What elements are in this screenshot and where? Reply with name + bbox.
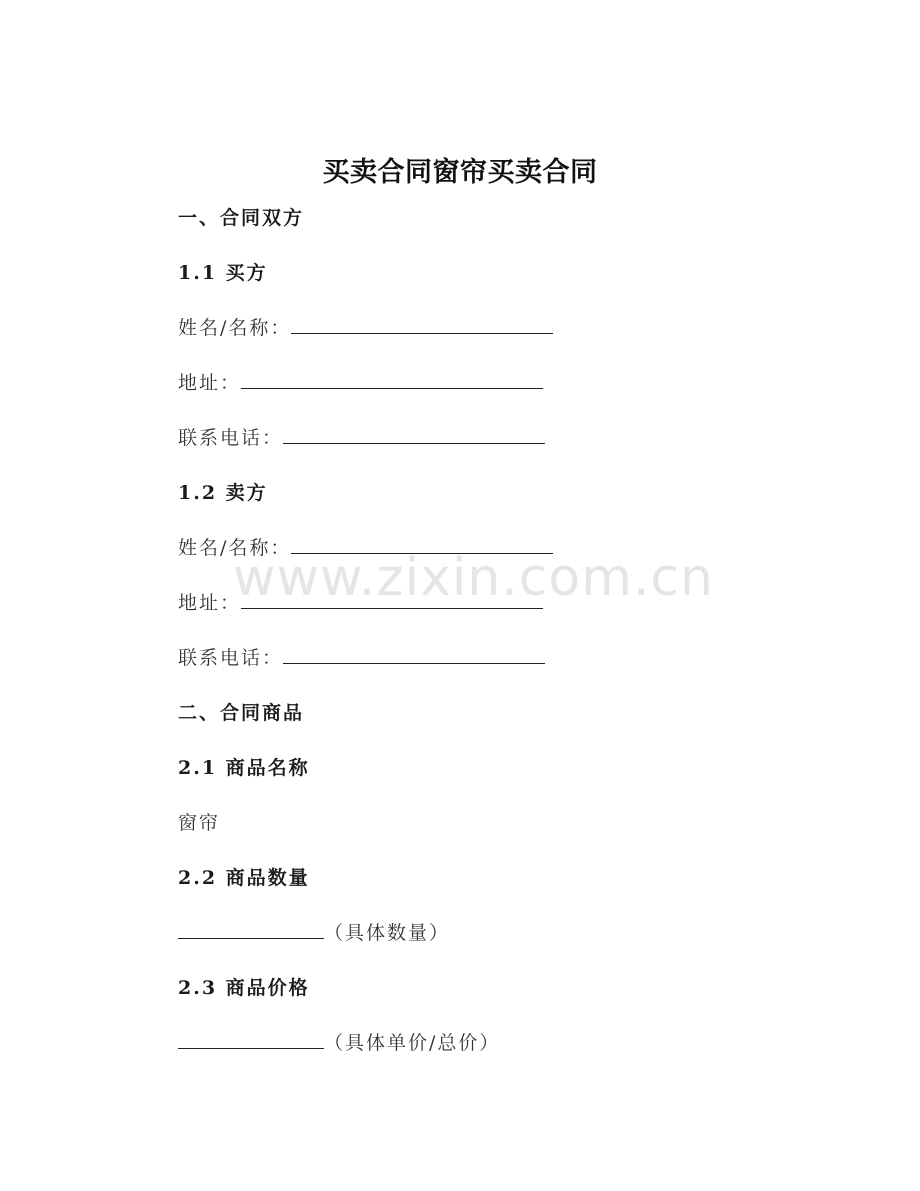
seller-address-label: 地址： (178, 592, 242, 614)
buyer-name-row (178, 315, 553, 341)
goods-price-blank[interactable] (178, 1030, 324, 1049)
buyer-heading: 1.1 买方 (178, 262, 268, 284)
goods-quantity-heading: 2.2 商品数量 (178, 867, 310, 889)
goods-price-row (178, 1030, 500, 1056)
buyer-phone-label: 联系电话： (178, 427, 284, 449)
buyer-name-blank[interactable] (291, 315, 553, 334)
buyer-phone-row (178, 425, 545, 451)
goods-quantity-note: （具体数量） (324, 922, 451, 944)
buyer-address-row (178, 370, 543, 396)
document-title: 买卖合同窗帘买卖合同 (322, 157, 598, 188)
seller-phone-label: 联系电话： (178, 647, 284, 669)
goods-price-heading: 2.3 商品价格 (178, 977, 310, 999)
buyer-phone-blank[interactable] (283, 425, 545, 444)
goods-quantity-blank[interactable] (178, 920, 324, 939)
goods-name-value: 窗帘 (178, 812, 221, 834)
buyer-name-label: 姓名/名称： (178, 317, 292, 339)
seller-phone-row (178, 645, 545, 671)
section-heading-goods: 二、合同商品 (178, 702, 305, 724)
seller-phone-blank[interactable] (283, 645, 545, 664)
watermark: www.zixin.com.cn (233, 548, 714, 608)
goods-price-note: （具体单价/总价） (324, 1032, 501, 1054)
seller-heading: 1.2 卖方 (178, 482, 268, 504)
goods-name-heading: 2.1 商品名称 (178, 757, 310, 779)
buyer-address-blank[interactable] (241, 370, 543, 389)
goods-quantity-row (178, 920, 450, 946)
section-heading-parties: 一、合同双方 (178, 207, 305, 229)
seller-name-label: 姓名/名称： (178, 537, 292, 559)
buyer-address-label: 地址： (178, 372, 242, 394)
